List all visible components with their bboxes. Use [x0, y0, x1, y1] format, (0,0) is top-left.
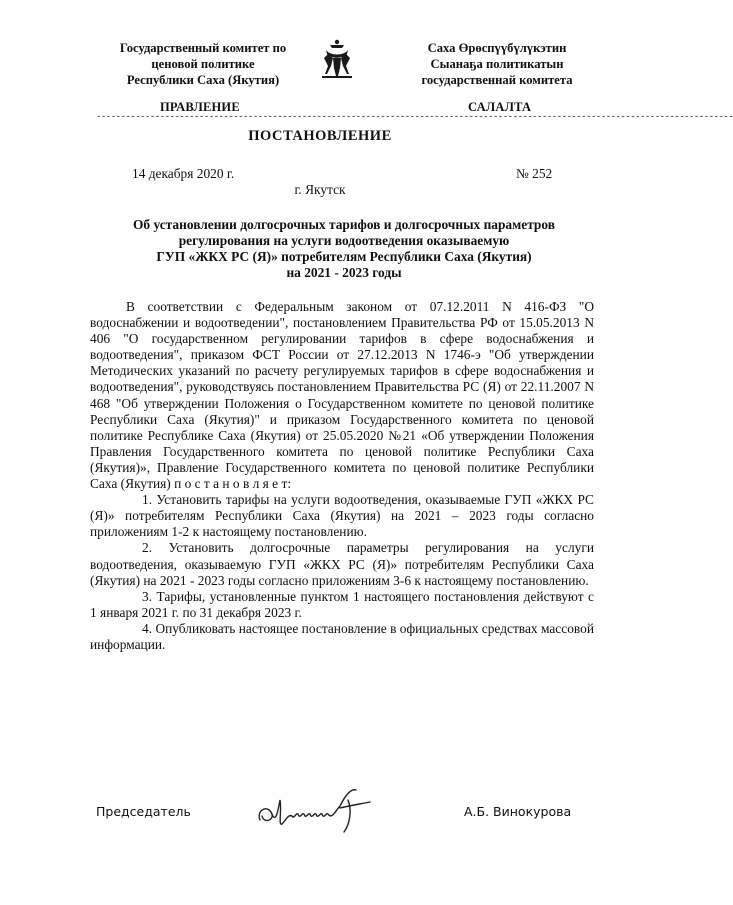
- preamble-paragraph: В соответствии с Федеральным законом от 07.12.2011 N 416-ФЗ "О водоснабжении и водоотведении", постановлением Правительства РФ от 15.05.2013 N 406 "О государственном регулировании тарифов в сфере водоснабжения и водоотведения", приказом ФСТ России от 27.12.2013 N 1746-э "Об утверждении Методических указаний по расчету регулируемых тарифов в сфере водоснабжения и водоотведения", руководствуясь постановлением Правительства РС (Я) от 22.11.2007 N 468 "Об утверждении Положения о Государственном комитете по ценовой политике Республики Саха (Якутия)" и приказом Государственного комитета по ценовой политике Республике Саха (Якутия) от 25.05.2020 №21 «Об утверждении Положения Правления Государственного комитета по ценовой политике Республики Саха (Якутия)», Правление Государственного комитета по ценовой политике Республики Саха (Якутия) п о с т а н о в л я е т:: [90, 299, 594, 492]
- subject-line: регулирования на услуги водоотведения оказываемую: [178, 233, 510, 248]
- document-city: г. Якутск: [294, 182, 346, 197]
- subject-line: ГУП «ЖКХ РС (Я)» потребителям Республики Саха (Якутия): [156, 249, 532, 264]
- header-right-line: Сыанаҕа политикатын: [430, 57, 564, 71]
- header-left-line: ценовой политике: [151, 57, 255, 71]
- document-body: [90, 299, 594, 653]
- header-separator: ----------------------------------------------------------------------------------------------------------------------------------: [96, 112, 733, 122]
- resolution-item: 3. Тарифы, установленные пунктом 1 настоящего постановления действуют с 1 января 2021 г. по 31 декабря 2023 г.: [90, 588, 594, 620]
- resolution-item: 2. Установить долгосрочные параметры регулирования на услуги водоотведения, оказываемую ГУП «ЖКХ РС (Я)» потребителям Республики Саха (Якутия) на 2021 - 2023 годы согласно приложениям 3-6 к настоящему постановлению.: [90, 540, 594, 588]
- header-left-line: Республики Саха (Якутия): [126, 73, 280, 87]
- header-right-subtitle: САЛАЛТА: [468, 100, 532, 114]
- document-date: 14 декабря 2020 г.: [132, 166, 235, 181]
- signer-name: А.Б. Винокурова: [464, 804, 572, 819]
- document-number: № 252: [516, 166, 553, 181]
- signer-role: Председатель: [96, 804, 191, 819]
- header-right-org: [382, 40, 612, 88]
- subject-line: на 2021 - 2023 годы: [286, 265, 402, 280]
- header-left-subtitle: ПРАВЛЕНИЕ: [160, 100, 240, 114]
- document-title: ПОСТАНОВЛЕНИЕ: [248, 128, 392, 144]
- emblem-icon: [314, 36, 360, 80]
- header-left-org: [88, 40, 318, 88]
- header-right-line: Саха Өрөспүүбүлүкэтин: [427, 41, 567, 55]
- document-subject: [96, 217, 592, 281]
- resolution-item: 4. Опубликовать настоящее постановление в официальных средствах массовой информации.: [90, 620, 594, 652]
- handwritten-signature: [252, 780, 384, 838]
- subject-line: Об установлении долгосрочных тарифов и долгосрочных параметров: [133, 217, 555, 232]
- resolution-item: 1. Установить тарифы на услуги водоотведения, оказываемые ГУП «ЖКХ РС (Я)» потребителям Республики Саха (Якутия) на 2021 – 2023 годы согласно приложениям 1-2 к настоящему постановлению.: [90, 492, 594, 540]
- header-left-line: Государственный комитет по: [119, 41, 287, 55]
- header-right-line: государственнай комитета: [421, 73, 573, 87]
